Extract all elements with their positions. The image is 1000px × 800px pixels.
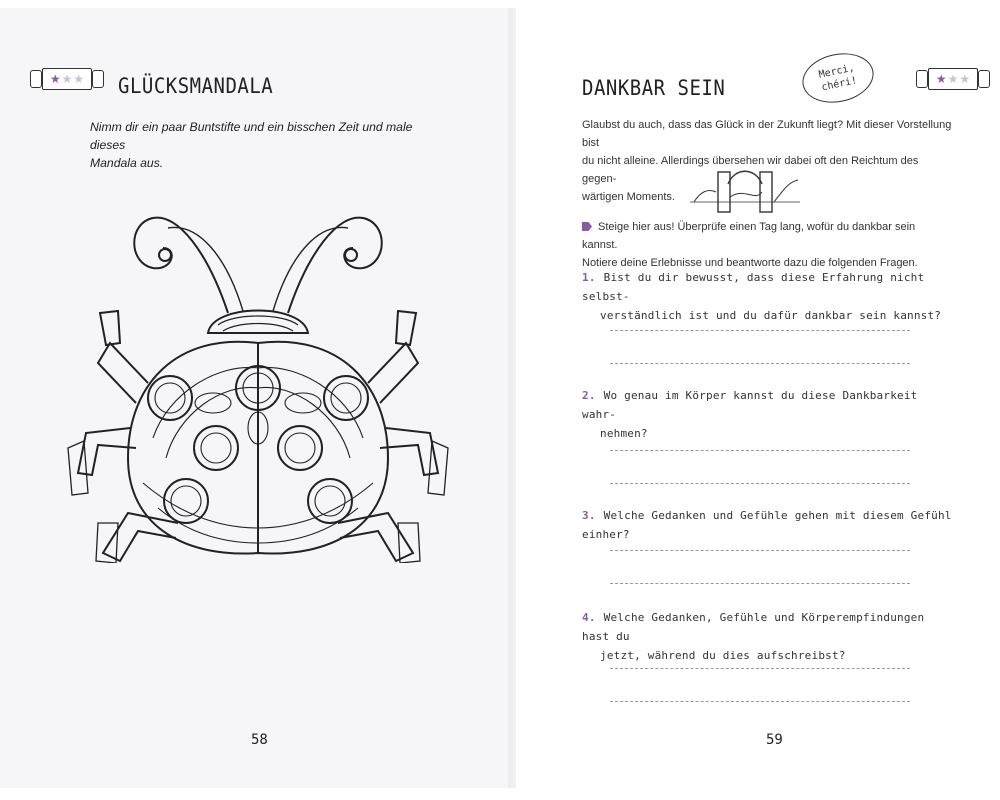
difficulty-sign <box>30 68 104 90</box>
question-4 <box>582 608 952 665</box>
speech-bubble-text: Merci, <box>817 62 856 81</box>
answer-line[interactable] <box>610 330 910 331</box>
ladybug-mandala-illustration <box>58 193 458 563</box>
question-number: 1. <box>582 271 596 284</box>
question-text: verständlich ist und du dafür dankbar sein kannst? <box>600 309 942 322</box>
question-number: 4. <box>582 611 596 624</box>
intro-line: Glaubst du auch, dass das Glück in der Zukunft liegt? Mit dieser Vorstellung bist <box>582 119 952 149</box>
star-icon: ★ <box>947 72 959 86</box>
star-icon: ★ <box>49 72 61 86</box>
instructions-line: Mandala aus. <box>90 156 164 170</box>
tip-line: Steige hier aus! Überprüfe einen Tag lang, wofür du dankbar sein kannst. <box>582 221 916 251</box>
star-icon: ★ <box>935 72 947 86</box>
star-rating <box>42 68 92 90</box>
speech-bubble <box>798 47 878 109</box>
page-number: 58 <box>251 732 268 748</box>
intro-line: du nicht alleine. Allerdings übersehen wir dabei oft den Reichtum des gegen- <box>582 155 919 185</box>
question-text: jetzt, während du dies aufschreibst? <box>600 649 846 662</box>
star-icon: ★ <box>73 72 85 86</box>
speech-bubble-text: chéri! <box>820 75 859 94</box>
answer-line[interactable] <box>610 550 910 551</box>
answer-line[interactable] <box>610 363 910 364</box>
answer-line[interactable] <box>610 583 910 584</box>
question-text: Bist du dir bewusst, dass diese Erfahrung nicht selbst- <box>582 271 925 303</box>
exit-gate-illustration <box>690 162 800 217</box>
question-3 <box>582 506 952 544</box>
question-text: Wo genau im Körper kannst du diese Dankbarkeit wahr- <box>582 389 918 421</box>
answer-line[interactable] <box>610 450 910 451</box>
pointer-arrow-icon <box>582 222 592 231</box>
page-number: 59 <box>766 732 783 748</box>
right-page <box>516 8 1000 788</box>
instructions-line: Nimm dir ein paar Buntstifte und ein bisschen Zeit und male dieses <box>90 120 413 152</box>
page-title: GLÜCKSMANDALA <box>118 74 274 99</box>
star-icon: ★ <box>959 72 971 86</box>
intro-line: wärtigen Moments. <box>582 191 675 203</box>
tip-line: Notiere deine Erlebnisse und beantworte dazu die folgenden Fragen. <box>582 257 918 269</box>
question-number: 2. <box>582 389 596 402</box>
hand-icon <box>92 70 104 88</box>
hand-icon <box>916 70 928 88</box>
question-text: Welche Gedanken und Gefühle gehen mit diesem Gefühl einher? <box>582 509 952 541</box>
answer-line[interactable] <box>610 701 910 702</box>
answer-line[interactable] <box>610 668 910 669</box>
tip-text <box>582 218 952 272</box>
page-title: DANKBAR SEIN <box>582 76 726 101</box>
star-rating <box>928 68 978 90</box>
star-icon: ★ <box>61 72 73 86</box>
difficulty-sign <box>916 68 990 90</box>
left-page <box>0 8 516 788</box>
question-2 <box>582 386 952 443</box>
answer-line[interactable] <box>610 483 910 484</box>
question-1 <box>582 268 952 325</box>
question-number: 3. <box>582 509 596 522</box>
question-text: Welche Gedanken, Gefühle und Körperempfindungen hast du <box>582 611 925 643</box>
question-text: nehmen? <box>600 427 648 440</box>
hand-icon <box>978 70 990 88</box>
hand-icon <box>30 70 42 88</box>
instructions <box>90 118 430 172</box>
